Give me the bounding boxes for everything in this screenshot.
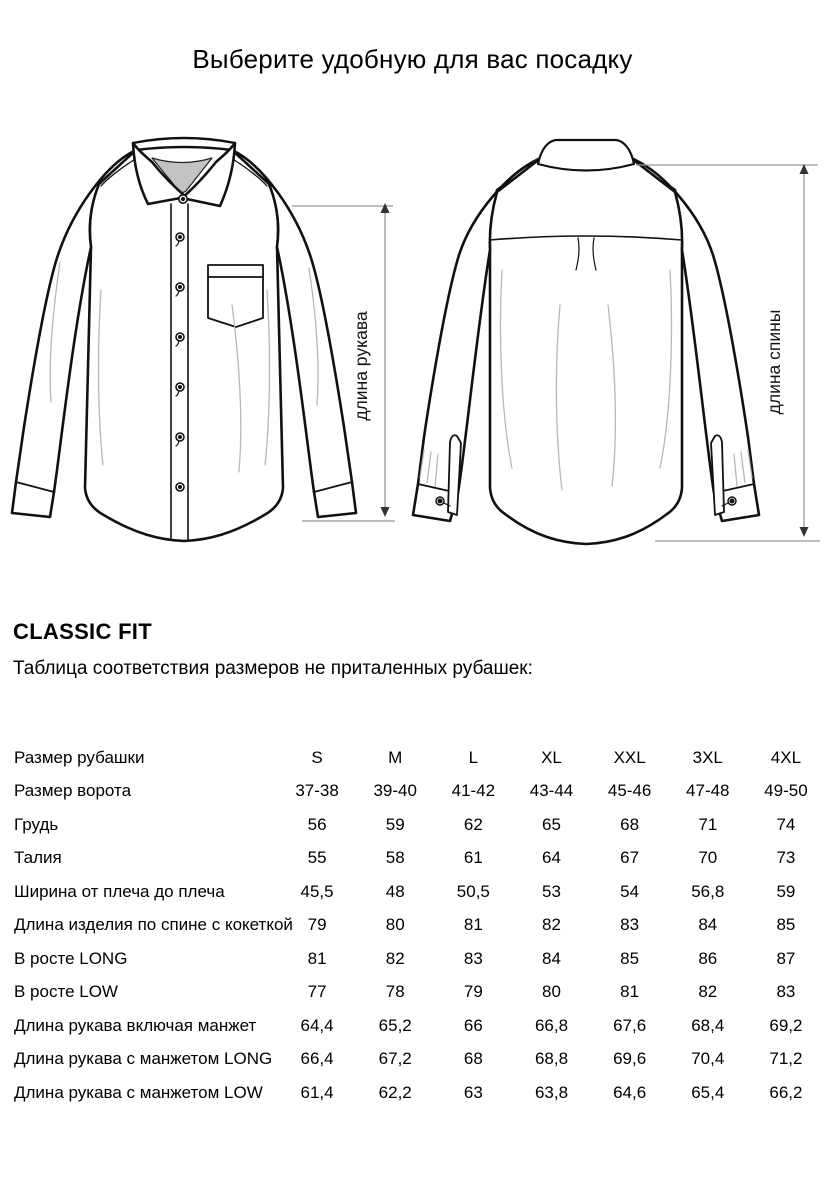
- table-row: [14, 842, 825, 876]
- cell: 41-42: [451, 781, 496, 801]
- cell: 64,4: [300, 1015, 334, 1035]
- section-subtitle: Таблица соответствия размеров не приталенных рубашек:: [13, 658, 533, 679]
- row-label: Размер ворота: [14, 781, 132, 801]
- cell: 53: [542, 881, 561, 901]
- cell: 64,6: [613, 1082, 647, 1102]
- cell: 71,2: [769, 1049, 803, 1069]
- cell: 56: [307, 814, 327, 834]
- table-row: [14, 909, 825, 943]
- cell: 47-48: [686, 781, 730, 801]
- table-row: [14, 1043, 825, 1077]
- cell: 59: [385, 814, 405, 834]
- cell: XXL: [613, 747, 646, 767]
- table-row: [14, 875, 825, 909]
- table-row: [14, 775, 825, 809]
- back-length-label: длина спины: [764, 309, 784, 415]
- cell: 49-50: [764, 781, 808, 801]
- cell: 83: [620, 915, 640, 935]
- cell: 58: [385, 848, 405, 868]
- cell: 63,8: [534, 1082, 569, 1102]
- cell: 81: [307, 948, 327, 968]
- section-heading: CLASSIC FIT: [13, 619, 152, 644]
- shirt-front-drawing: [12, 138, 356, 541]
- cell: 37-38: [295, 781, 339, 801]
- cell: 45-46: [607, 781, 652, 801]
- arrow-up-icon: [381, 203, 390, 213]
- cell: 61: [463, 848, 483, 868]
- cell: 59: [776, 881, 796, 901]
- cell: 65: [542, 814, 561, 834]
- cell: 68,8: [534, 1049, 569, 1069]
- row-label: Длина рукава с манжетом LOW: [14, 1082, 263, 1102]
- cell: 70,4: [691, 1049, 725, 1069]
- cell: 71: [698, 814, 718, 834]
- cell: 79: [307, 915, 327, 935]
- cell: 65,2: [378, 1015, 412, 1035]
- cell: 84: [542, 948, 561, 968]
- cell: 56,8: [691, 881, 725, 901]
- shirt-back-drawing: [413, 140, 759, 544]
- cell: 82: [385, 948, 405, 968]
- cell: 55: [307, 848, 327, 868]
- cell: 69,6: [613, 1049, 647, 1069]
- cell: 67,2: [378, 1049, 412, 1069]
- row-label: Длина рукава с манжетом LONG: [14, 1049, 273, 1069]
- cell: 43-44: [529, 781, 574, 801]
- cell: 66,2: [769, 1082, 803, 1102]
- cell: 3XL: [692, 747, 723, 767]
- cell: 78: [385, 982, 405, 1002]
- sleeve-length-label: длина рукава: [351, 311, 371, 421]
- cell: 65,4: [691, 1082, 725, 1102]
- cell: 68,4: [691, 1015, 725, 1035]
- table-row: [14, 1009, 825, 1043]
- cell: S: [311, 747, 323, 767]
- cell: XL: [541, 747, 562, 767]
- back-collar: [538, 140, 634, 171]
- cell: 86: [698, 948, 718, 968]
- cell: 85: [620, 948, 640, 968]
- row-label: В росте LONG: [14, 948, 128, 968]
- cell: 39-40: [373, 781, 417, 801]
- cell: 54: [620, 881, 640, 901]
- cell: 45,5: [300, 881, 334, 901]
- cell: 50,5: [456, 881, 490, 901]
- cell: 48: [385, 881, 405, 901]
- table-row: [14, 808, 825, 842]
- row-label: Ширина от плеча до плеча: [14, 881, 225, 901]
- arrow-down-icon: [800, 527, 809, 537]
- table-row: [14, 1076, 825, 1110]
- cell: 84: [698, 915, 718, 935]
- shirt-diagram: [0, 120, 825, 590]
- arrow-down-icon: [381, 507, 390, 517]
- cell: 64: [542, 848, 561, 868]
- cell: 68: [620, 814, 640, 834]
- sleeve-placket: [448, 435, 461, 515]
- row-label: Размер рубашки: [14, 747, 145, 767]
- cell: 69,2: [769, 1015, 803, 1035]
- cell: 77: [307, 982, 327, 1002]
- cell: 70: [698, 848, 718, 868]
- page-title: Выберите удобную для вас посадку: [192, 44, 633, 74]
- cell: 85: [776, 915, 796, 935]
- row-label: Длина изделия по спине с кокеткой: [14, 915, 293, 935]
- row-label: Длина рукава включая манжет: [14, 1015, 257, 1035]
- cell: 66,4: [300, 1049, 334, 1069]
- cell: L: [468, 747, 479, 767]
- table-row: [14, 942, 825, 976]
- table-row: [14, 976, 825, 1010]
- cell: 62,2: [378, 1082, 412, 1102]
- chest-pocket: [208, 265, 263, 327]
- cell: 81: [620, 982, 640, 1002]
- cell: 62: [463, 814, 483, 834]
- cell: 79: [463, 982, 483, 1002]
- table-row: [14, 741, 825, 775]
- row-label: В росте LOW: [14, 982, 118, 1002]
- cell: 74: [776, 814, 796, 834]
- cell: 87: [776, 948, 796, 968]
- cell: 83: [463, 948, 483, 968]
- cell: 80: [542, 982, 561, 1002]
- cell: 68: [463, 1049, 483, 1069]
- cell: 61,4: [300, 1082, 334, 1102]
- row-label: Талия: [14, 848, 62, 868]
- cell: 82: [542, 915, 561, 935]
- cell: 81: [463, 915, 483, 935]
- cell: 73: [776, 848, 796, 868]
- cell: 67,6: [613, 1015, 647, 1035]
- cell: M: [388, 747, 403, 767]
- cell: 83: [776, 982, 796, 1002]
- row-label: Грудь: [14, 814, 59, 834]
- cell: 66: [463, 1015, 483, 1035]
- cell: 63: [463, 1082, 483, 1102]
- cell: 67: [620, 848, 640, 868]
- cell: 66,8: [534, 1015, 569, 1035]
- sleeve-placket: [711, 435, 724, 515]
- cell: 4XL: [770, 747, 802, 767]
- cell: 82: [698, 982, 718, 1002]
- size-table: [14, 741, 825, 1110]
- cell: 80: [385, 915, 405, 935]
